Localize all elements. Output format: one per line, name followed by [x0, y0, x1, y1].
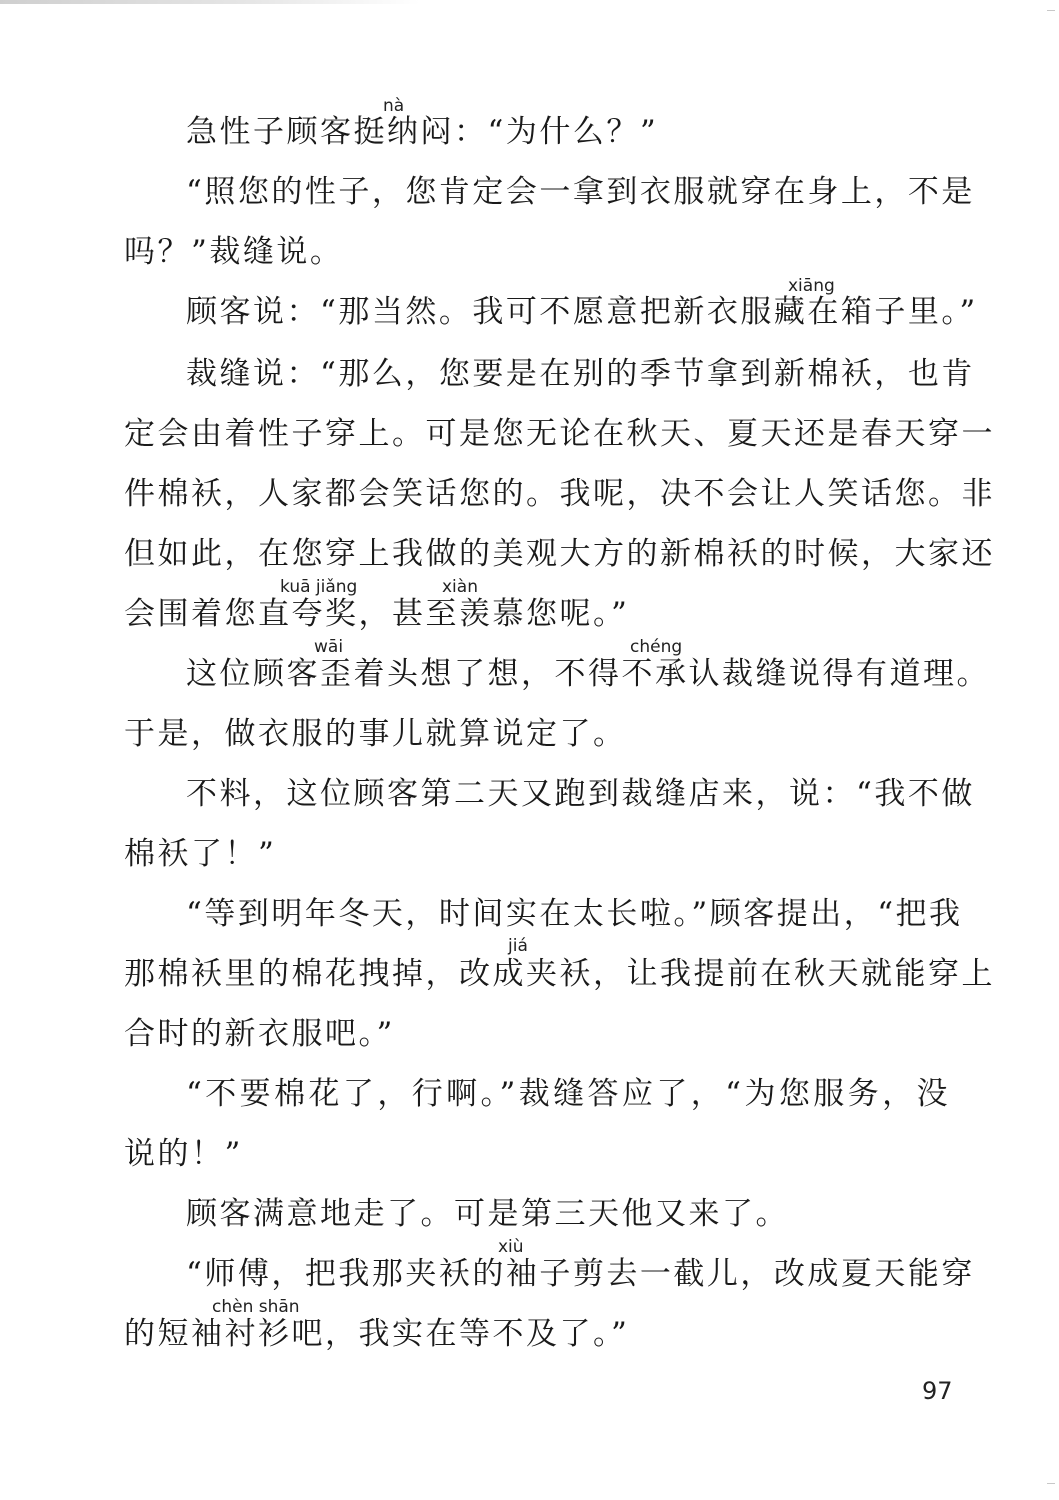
- text-line: 棉袄了！”: [124, 836, 277, 872]
- text-line: 顾客说：“那当然。我可不愿意把新衣服藏在箱子里。”: [186, 294, 978, 330]
- pinyin-annotation: nà: [383, 96, 405, 116]
- text-line: 吗？”裁缝说。: [124, 234, 344, 270]
- pinyin-annotation: chéng: [630, 637, 683, 657]
- pinyin-annotation: kuā jiǎng: [280, 577, 358, 597]
- text-line: 件棉袄，人家都会笑话您的。我呢，决不会让人笑话您。非: [124, 476, 995, 512]
- text-line: 裁缝说：“那么，您要是在别的季节拿到新棉袄，也肯: [186, 356, 975, 392]
- text-line: “不要棉花了，行啊。”裁缝答应了，“为您服务，没: [186, 1076, 950, 1112]
- text-line: 急性子顾客挺纳闷：“为什么？”: [186, 114, 659, 150]
- page-number: 97: [922, 1377, 953, 1405]
- pinyin-annotation: chèn shān: [212, 1297, 300, 1317]
- text-line: 顾客满意地走了。可是第三天他又来了。: [186, 1196, 789, 1232]
- text-line: 的短袖衬衫吧，我实在等不及了。”: [124, 1316, 630, 1352]
- page-edge-mark: [1047, 1483, 1055, 1484]
- page-top-edge: [0, 0, 420, 4]
- pinyin-annotation: xiù: [498, 1237, 524, 1257]
- text-line: 于是，做衣服的事儿就算说定了。: [124, 716, 627, 752]
- pinyin-annotation: jiá: [508, 936, 528, 956]
- text-line: 合时的新衣服吧。”: [124, 1016, 395, 1052]
- text-line: 说的！”: [124, 1136, 243, 1172]
- text-line: 但如此，在您穿上我做的美观大方的新棉袄的时候，大家还: [124, 536, 995, 572]
- pinyin-annotation: xiàn: [442, 577, 478, 597]
- text-line: 那棉袄里的棉花拽掉，改成夹袄，让我提前在秋天就能穿上: [124, 956, 995, 992]
- text-line: 定会由着性子穿上。可是您无论在秋天、夏天还是春天穿一: [124, 416, 995, 452]
- text-line: 会围着您直夸奖，甚至羡慕您呢。”: [124, 596, 630, 632]
- pinyin-annotation: wāi: [314, 637, 344, 657]
- text-line: 不料，这位顾客第二天又跑到裁缝店来，说：“我不做: [186, 776, 975, 812]
- pinyin-annotation: xiāng: [788, 276, 835, 296]
- text-line: “等到明年冬天，时间实在太长啦。”顾客提出，“把我: [186, 896, 963, 932]
- page-edge-mark: [1047, 10, 1055, 11]
- text-line: “师傅，把我那夹袄的袖子剪去一截儿，改成夏天能穿: [186, 1256, 975, 1292]
- text-line: “照您的性子，您肯定会一拿到衣服就穿在身上，不是: [186, 174, 975, 210]
- text-line: 这位顾客歪着头想了想，不得不承认裁缝说得有道理。: [186, 656, 990, 692]
